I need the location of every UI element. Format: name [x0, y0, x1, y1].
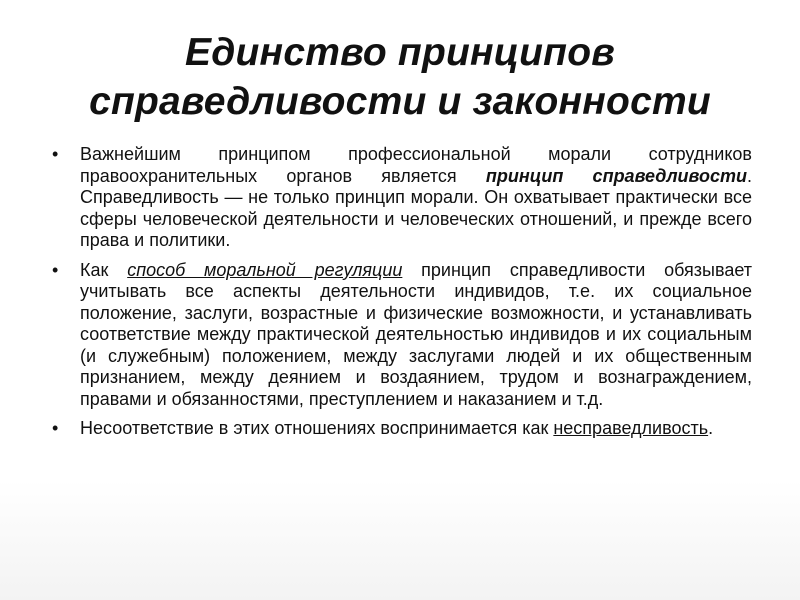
bullet-3-text-end: . [708, 418, 714, 438]
bullet-item-3 [52, 418, 752, 440]
bullet-1-text-end: . Справедливость — не только принцип морали. Он охватывает практически все сферы человеческой деятельности и человеческих отношений, и прежде всего права и политики. [80, 165, 752, 250]
bullet-2-text-end: принцип справедливости обязывает учитывать все аспекты деятельности индивидов, т.е. их социальное положение, заслуги, возрастные и физические возможности, и устанавливать соответствие между практической деятельностью индивидов и их социальным (и служебным) положением, между заслугами людей и их общественным признанием, между деянием и воздаянием, трудом и вознаграждением, правами и обязанностями, преступлением и наказанием и т.д. [80, 259, 753, 409]
bullet-dot-icon: • [52, 418, 59, 438]
bullet-1-text: Важнейшим принципом профессиональной морали сотрудников правоохранительных органов является [80, 144, 752, 186]
bullet-3-emphasis: несправедливость [553, 418, 709, 438]
slide-title [40, 28, 760, 126]
bullet-dot-icon: • [52, 259, 59, 280]
bullet-item-1 [52, 144, 752, 252]
bullet-list [52, 144, 752, 448]
bullet-dot-icon: • [52, 144, 59, 164]
bullet-3-text: Несоответствие в этих отношениях воспринимается как [80, 418, 554, 438]
bullet-1-emphasis: принцип справедливости [485, 165, 747, 186]
title-line-1: Единство принципов [185, 31, 615, 74]
bullet-2-text: Как [80, 259, 128, 280]
bullet-2-emphasis: способ моральной регуляции [127, 259, 403, 280]
bullet-item-2 [52, 260, 752, 411]
title-line-2: справедливости и законности [89, 80, 711, 123]
